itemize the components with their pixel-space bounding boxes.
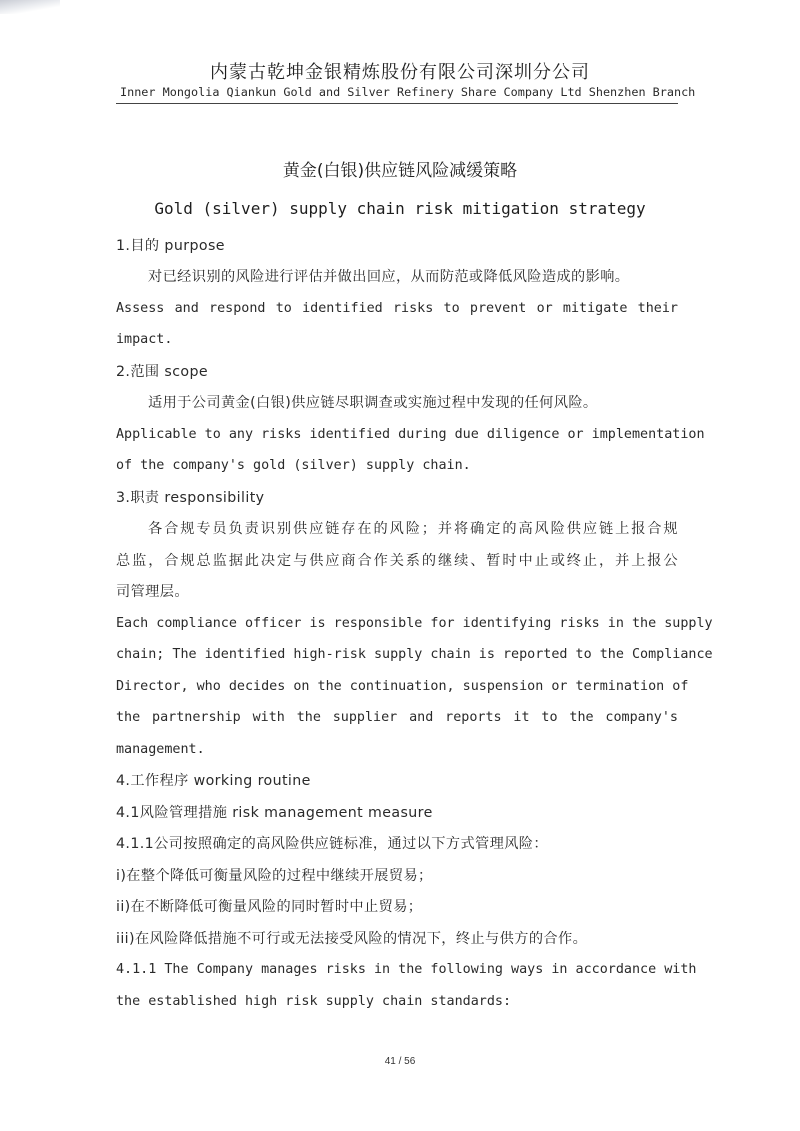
company-name-en: Inner Mongolia Qiankun Gold and Silver Refinery Share Company Ltd Shenzhen Branch (120, 85, 696, 99)
page-number: 41 / 56 (384, 1056, 416, 1067)
paragraph-line: chain; The identified high-risk supply chain is reported to the Compliance (116, 647, 713, 662)
paragraph-line: 总监，合规总监据此决定与供应商合作关系的继续、暂时中止或终止，并上报公 (116, 553, 678, 569)
list-item: ii)在不断降低可衡量风险的同时暂时中止贸易； (116, 899, 423, 915)
document-title-en: Gold (silver) supply chain risk mitigation strategy (154, 199, 646, 218)
document-title-cn: 黄金(白银)供应链风险减缓策略 (282, 161, 518, 181)
section-heading-responsibility: 3.职责 responsibility (116, 490, 265, 506)
paragraph-line: 4.1.1公司按照确定的高风险供应链标准，通过以下方式管理风险： (116, 836, 548, 852)
paragraph-line: management. (116, 742, 205, 757)
scan-corner-mark (0, 0, 60, 14)
paragraph-line: 4.1.1 The Company manages risks in the following ways in accordance with (116, 962, 697, 977)
subsection-heading-risk-measure: 4.1风险管理措施 risk management measure (116, 805, 433, 821)
paragraph-line: 各合规专员负责识别供应链存在的风险；并将确定的高风险供应链上报合规 (148, 521, 678, 537)
paragraph-line: the established high risk supply chain standards: (116, 994, 512, 1009)
header-divider (116, 103, 678, 104)
paragraph-line: of the company's gold (silver) supply chain. (116, 458, 471, 473)
paragraph-line: Applicable to any risks identified during due diligence or implementation (116, 427, 705, 442)
list-item: iii)在风险降低措施不可行或无法接受风险的情况下，终止与供方的合作。 (116, 931, 588, 947)
section-heading-purpose: 1.目的 purpose (116, 238, 225, 254)
paragraph-line: 对已经识别的风险进行评估并做出回应，从而防范或降低风险造成的影响。 (148, 269, 630, 285)
company-name-cn: 内蒙古乾坤金银精炼股份有限公司深圳分公司 (210, 62, 590, 83)
section-heading-working-routine: 4.工作程序 working routine (116, 773, 311, 789)
paragraph-line: Each compliance officer is responsible for identifying risks in the supply (116, 616, 713, 631)
section-heading-scope: 2.范围 scope (116, 364, 209, 380)
paragraph-line: 司管理层。 (116, 584, 189, 600)
paragraph-line: Assess and respond to identified risks to prevent or mitigate their (116, 301, 678, 316)
paragraph-line: the partnership with the supplier and reports it to the company's (116, 710, 678, 725)
list-item: i)在整个降低可衡量风险的过程中继续开展贸易； (116, 868, 433, 884)
paragraph-line: 适用于公司黄金(白银)供应链尽职调查或实施过程中发现的任何风险。 (148, 395, 598, 411)
paragraph-line: impact. (116, 332, 173, 347)
paragraph-line: Director, who decides on the continuation, suspension or termination of (116, 679, 689, 694)
